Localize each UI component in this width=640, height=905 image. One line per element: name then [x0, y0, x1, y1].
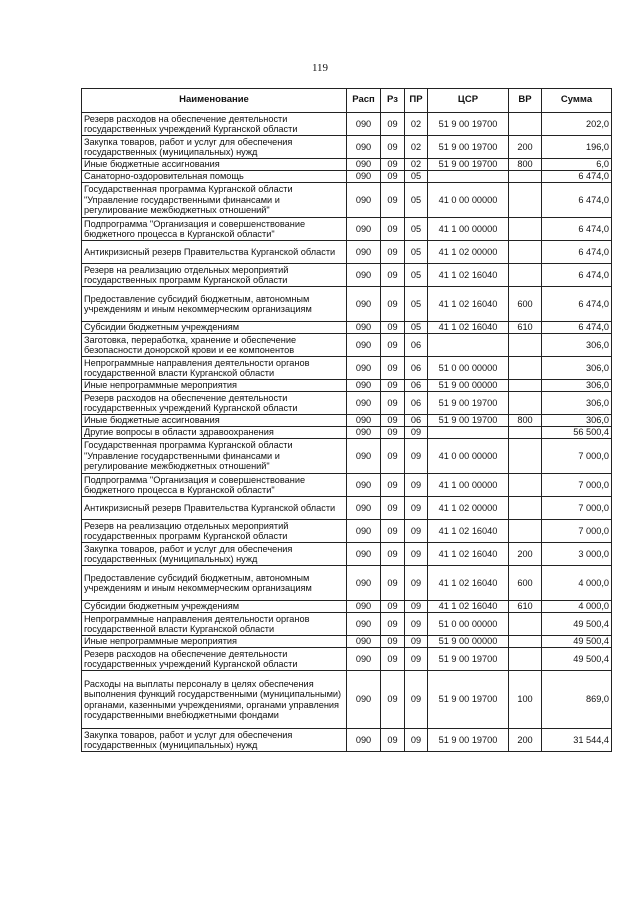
table-row [82, 520, 612, 543]
cell-vr: 610 [509, 601, 542, 613]
cell-csr: 41 1 02 16040 [428, 264, 509, 287]
cell-rasp: 090 [347, 543, 381, 566]
table-row [82, 566, 612, 601]
cell-vr: 200 [509, 543, 542, 566]
cell-csr [428, 427, 509, 439]
cell-pr: 09 [405, 439, 428, 474]
cell-sum: 6,0 [542, 159, 612, 171]
cell-rasp: 090 [347, 136, 381, 159]
cell-name: Иные бюджетные ассигнования [82, 159, 347, 171]
header-name: Наименование [82, 89, 347, 113]
table-row [82, 183, 612, 218]
cell-name: Санаторно-оздоровительная помощь [82, 171, 347, 183]
cell-csr [428, 334, 509, 357]
cell-pr: 02 [405, 159, 428, 171]
table-row [82, 648, 612, 671]
cell-rz: 09 [381, 427, 405, 439]
cell-rz: 09 [381, 264, 405, 287]
cell-sum: 7 000,0 [542, 520, 612, 543]
cell-rasp: 090 [347, 671, 381, 729]
table-row [82, 136, 612, 159]
cell-name: Резерв расходов на обеспечение деятельности государственных учреждений Курганской области [82, 648, 347, 671]
header-rz: Рз [381, 89, 405, 113]
cell-rz: 09 [381, 171, 405, 183]
table-row [82, 601, 612, 613]
cell-rasp: 090 [347, 566, 381, 601]
cell-pr: 05 [405, 264, 428, 287]
cell-sum: 49 500,4 [542, 648, 612, 671]
cell-csr: 51 9 00 19700 [428, 671, 509, 729]
cell-pr: 09 [405, 613, 428, 636]
cell-vr [509, 427, 542, 439]
cell-rz: 09 [381, 497, 405, 520]
cell-name: Государственная программа Курганской области "Управление государственными финансами и регулирование межбюджетных отношений" [82, 183, 347, 218]
cell-vr: 800 [509, 159, 542, 171]
table-row [82, 439, 612, 474]
cell-csr: 51 9 00 19700 [428, 729, 509, 752]
cell-name: Субсидии бюджетным учреждениям [82, 601, 347, 613]
cell-rasp: 090 [347, 601, 381, 613]
cell-vr [509, 218, 542, 241]
table-row [82, 322, 612, 334]
cell-rz: 09 [381, 380, 405, 392]
cell-sum: 306,0 [542, 415, 612, 427]
cell-sum: 49 500,4 [542, 636, 612, 648]
cell-pr: 05 [405, 171, 428, 183]
cell-rz: 09 [381, 357, 405, 380]
cell-vr [509, 171, 542, 183]
cell-rasp: 090 [347, 439, 381, 474]
cell-vr [509, 392, 542, 415]
cell-vr [509, 357, 542, 380]
cell-name: Расходы на выплаты персоналу в целях обеспечения выполнения функций государственными (муниципальными) органами, казенными учреждениями, органами управления государственными внебюджетными фондами [82, 671, 347, 729]
cell-sum: 869,0 [542, 671, 612, 729]
cell-name: Закупка товаров, работ и услуг для обеспечения государственных (муниципальных) нужд [82, 729, 347, 752]
cell-vr [509, 474, 542, 497]
cell-vr: 600 [509, 287, 542, 322]
cell-vr [509, 439, 542, 474]
cell-sum: 4 000,0 [542, 601, 612, 613]
table-row [82, 497, 612, 520]
cell-sum: 6 474,0 [542, 264, 612, 287]
cell-name: Заготовка, переработка, хранение и обеспечение безопасности донорской крови и ее компонентов [82, 334, 347, 357]
cell-vr: 610 [509, 322, 542, 334]
cell-vr [509, 520, 542, 543]
cell-csr: 41 1 02 16040 [428, 566, 509, 601]
cell-name: Резерв на реализацию отдельных мероприятий государственных программ Курганской области [82, 264, 347, 287]
cell-name: Антикризисный резерв Правительства Курганской области [82, 241, 347, 264]
cell-name: Подпрограмма "Организация и совершенствование бюджетного процесса в Курганской области" [82, 218, 347, 241]
cell-name: Иные бюджетные ассигнования [82, 415, 347, 427]
cell-pr: 02 [405, 136, 428, 159]
cell-pr: 06 [405, 415, 428, 427]
cell-sum: 306,0 [542, 380, 612, 392]
table-header-row [82, 89, 612, 113]
cell-sum: 49 500,4 [542, 613, 612, 636]
cell-sum: 6 474,0 [542, 183, 612, 218]
cell-rz: 09 [381, 136, 405, 159]
cell-csr: 41 1 02 16040 [428, 322, 509, 334]
table-row [82, 241, 612, 264]
table-row [82, 729, 612, 752]
cell-vr: 100 [509, 671, 542, 729]
cell-name: Резерв расходов на обеспечение деятельности государственных учреждений Курганской области [82, 392, 347, 415]
cell-name: Предоставление субсидий бюджетным, автономным учреждениям и иным некоммерческим организациям [82, 287, 347, 322]
cell-csr: 41 1 02 00000 [428, 241, 509, 264]
cell-sum: 6 474,0 [542, 171, 612, 183]
cell-name: Субсидии бюджетным учреждениям [82, 322, 347, 334]
cell-name: Непрограммные направления деятельности органов государственной власти Курганской области [82, 357, 347, 380]
table-row [82, 380, 612, 392]
cell-rasp: 090 [347, 613, 381, 636]
cell-name: Закупка товаров, работ и услуг для обеспечения государственных (муниципальных) нужд [82, 543, 347, 566]
cell-rz: 09 [381, 636, 405, 648]
header-pr: ПР [405, 89, 428, 113]
cell-csr: 51 0 00 00000 [428, 357, 509, 380]
cell-vr [509, 183, 542, 218]
cell-rasp: 090 [347, 380, 381, 392]
cell-rasp: 090 [347, 322, 381, 334]
cell-rz: 09 [381, 183, 405, 218]
table-row [82, 474, 612, 497]
cell-sum: 306,0 [542, 357, 612, 380]
cell-csr: 51 0 00 00000 [428, 613, 509, 636]
cell-csr: 51 9 00 19700 [428, 159, 509, 171]
cell-vr [509, 241, 542, 264]
cell-rasp: 090 [347, 287, 381, 322]
cell-csr: 41 1 02 16040 [428, 601, 509, 613]
table-row [82, 415, 612, 427]
cell-vr: 600 [509, 566, 542, 601]
table-row [82, 543, 612, 566]
cell-csr: 41 0 00 00000 [428, 439, 509, 474]
cell-rasp: 090 [347, 183, 381, 218]
header-csr: ЦСР [428, 89, 509, 113]
cell-vr [509, 636, 542, 648]
cell-pr: 06 [405, 380, 428, 392]
cell-name: Подпрограмма "Организация и совершенствование бюджетного процесса в Курганской области" [82, 474, 347, 497]
cell-name: Государственная программа Курганской области "Управление государственными финансами и регулирование межбюджетных отношений" [82, 439, 347, 474]
cell-rasp: 090 [347, 729, 381, 752]
table-row [82, 287, 612, 322]
cell-rz: 09 [381, 415, 405, 427]
cell-rz: 09 [381, 322, 405, 334]
cell-pr: 05 [405, 183, 428, 218]
cell-rasp: 090 [347, 113, 381, 136]
cell-pr: 05 [405, 218, 428, 241]
cell-rasp: 090 [347, 264, 381, 287]
cell-sum: 6 474,0 [542, 241, 612, 264]
cell-rz: 09 [381, 671, 405, 729]
cell-rasp: 090 [347, 171, 381, 183]
cell-pr: 09 [405, 671, 428, 729]
cell-rasp: 090 [347, 357, 381, 380]
cell-csr: 51 9 00 19700 [428, 392, 509, 415]
cell-csr: 51 9 00 00000 [428, 380, 509, 392]
table-row [82, 392, 612, 415]
cell-name: Непрограммные направления деятельности органов государственной власти Курганской области [82, 613, 347, 636]
cell-rz: 09 [381, 729, 405, 752]
cell-csr: 41 0 00 00000 [428, 183, 509, 218]
cell-pr: 09 [405, 474, 428, 497]
header-rasp: Расп [347, 89, 381, 113]
cell-rz: 09 [381, 218, 405, 241]
cell-name: Иные непрограммные мероприятия [82, 380, 347, 392]
cell-vr: 200 [509, 136, 542, 159]
cell-csr: 41 1 02 16040 [428, 287, 509, 322]
table-row [82, 427, 612, 439]
table-row [82, 264, 612, 287]
cell-vr: 800 [509, 415, 542, 427]
cell-pr: 09 [405, 520, 428, 543]
cell-name: Иные непрограммные мероприятия [82, 636, 347, 648]
table-row [82, 334, 612, 357]
cell-rasp: 090 [347, 427, 381, 439]
table-row [82, 113, 612, 136]
cell-vr: 200 [509, 729, 542, 752]
cell-rz: 09 [381, 601, 405, 613]
cell-rz: 09 [381, 648, 405, 671]
cell-rz: 09 [381, 543, 405, 566]
cell-rasp: 090 [347, 497, 381, 520]
cell-csr: 51 9 00 00000 [428, 636, 509, 648]
cell-pr: 06 [405, 334, 428, 357]
cell-rasp: 090 [347, 648, 381, 671]
table-row [82, 218, 612, 241]
cell-rasp: 090 [347, 636, 381, 648]
page-number: 119 [311, 62, 329, 74]
cell-csr: 41 1 02 00000 [428, 497, 509, 520]
cell-name: Антикризисный резерв Правительства Курганской области [82, 497, 347, 520]
cell-sum: 31 544,4 [542, 729, 612, 752]
cell-pr: 05 [405, 287, 428, 322]
table-row [82, 671, 612, 729]
cell-pr: 06 [405, 357, 428, 380]
cell-vr [509, 648, 542, 671]
cell-csr: 41 1 02 16040 [428, 543, 509, 566]
cell-vr [509, 380, 542, 392]
table-row [82, 159, 612, 171]
cell-rz: 09 [381, 566, 405, 601]
cell-vr [509, 113, 542, 136]
cell-sum: 7 000,0 [542, 439, 612, 474]
cell-rasp: 090 [347, 474, 381, 497]
cell-rz: 09 [381, 613, 405, 636]
cell-csr: 51 9 00 19700 [428, 136, 509, 159]
header-vr: ВР [509, 89, 542, 113]
cell-name: Резерв на реализацию отдельных мероприятий государственных программ Курганской области [82, 520, 347, 543]
cell-pr: 09 [405, 648, 428, 671]
cell-vr [509, 497, 542, 520]
cell-sum: 196,0 [542, 136, 612, 159]
cell-rz: 09 [381, 241, 405, 264]
cell-sum: 306,0 [542, 334, 612, 357]
cell-csr [428, 171, 509, 183]
cell-sum: 6 474,0 [542, 322, 612, 334]
cell-rz: 09 [381, 439, 405, 474]
cell-pr: 02 [405, 113, 428, 136]
cell-sum: 6 474,0 [542, 287, 612, 322]
cell-rasp: 090 [347, 520, 381, 543]
cell-vr [509, 264, 542, 287]
table-row [82, 613, 612, 636]
cell-name: Другие вопросы в области здравоохранения [82, 427, 347, 439]
header-sum: Сумма [542, 89, 612, 113]
cell-rasp: 090 [347, 415, 381, 427]
cell-csr: 51 9 00 19700 [428, 648, 509, 671]
cell-csr: 41 1 02 16040 [428, 520, 509, 543]
cell-sum: 202,0 [542, 113, 612, 136]
cell-rasp: 090 [347, 218, 381, 241]
cell-pr: 09 [405, 427, 428, 439]
cell-sum: 4 000,0 [542, 566, 612, 601]
cell-pr: 09 [405, 729, 428, 752]
cell-csr: 41 1 00 00000 [428, 218, 509, 241]
cell-rasp: 090 [347, 392, 381, 415]
cell-name: Предоставление субсидий бюджетным, автономным учреждениям и иным некоммерческим организациям [82, 566, 347, 601]
cell-rasp: 090 [347, 241, 381, 264]
table-row [82, 636, 612, 648]
cell-rz: 09 [381, 474, 405, 497]
cell-rasp: 090 [347, 334, 381, 357]
cell-name: Резерв расходов на обеспечение деятельности государственных учреждений Курганской области [82, 113, 347, 136]
cell-rz: 09 [381, 392, 405, 415]
cell-pr: 09 [405, 543, 428, 566]
cell-sum: 7 000,0 [542, 497, 612, 520]
cell-rasp: 090 [347, 159, 381, 171]
cell-sum: 306,0 [542, 392, 612, 415]
table-body [82, 113, 612, 752]
cell-pr: 09 [405, 601, 428, 613]
cell-sum: 6 474,0 [542, 218, 612, 241]
cell-csr: 51 9 00 19700 [428, 415, 509, 427]
cell-rz: 09 [381, 287, 405, 322]
cell-sum: 7 000,0 [542, 474, 612, 497]
cell-sum: 56 500,4 [542, 427, 612, 439]
cell-pr: 09 [405, 497, 428, 520]
cell-rz: 09 [381, 113, 405, 136]
table-row [82, 357, 612, 380]
cell-sum: 3 000,0 [542, 543, 612, 566]
cell-pr: 05 [405, 322, 428, 334]
cell-rz: 09 [381, 159, 405, 171]
cell-vr [509, 613, 542, 636]
cell-vr [509, 334, 542, 357]
cell-rz: 09 [381, 520, 405, 543]
cell-pr: 05 [405, 241, 428, 264]
cell-pr: 09 [405, 636, 428, 648]
cell-csr: 41 1 00 00000 [428, 474, 509, 497]
cell-rz: 09 [381, 334, 405, 357]
cell-pr: 06 [405, 392, 428, 415]
table-row [82, 171, 612, 183]
budget-table [81, 88, 612, 752]
cell-name: Закупка товаров, работ и услуг для обеспечения государственных (муниципальных) нужд [82, 136, 347, 159]
cell-pr: 09 [405, 566, 428, 601]
cell-csr: 51 9 00 19700 [428, 113, 509, 136]
